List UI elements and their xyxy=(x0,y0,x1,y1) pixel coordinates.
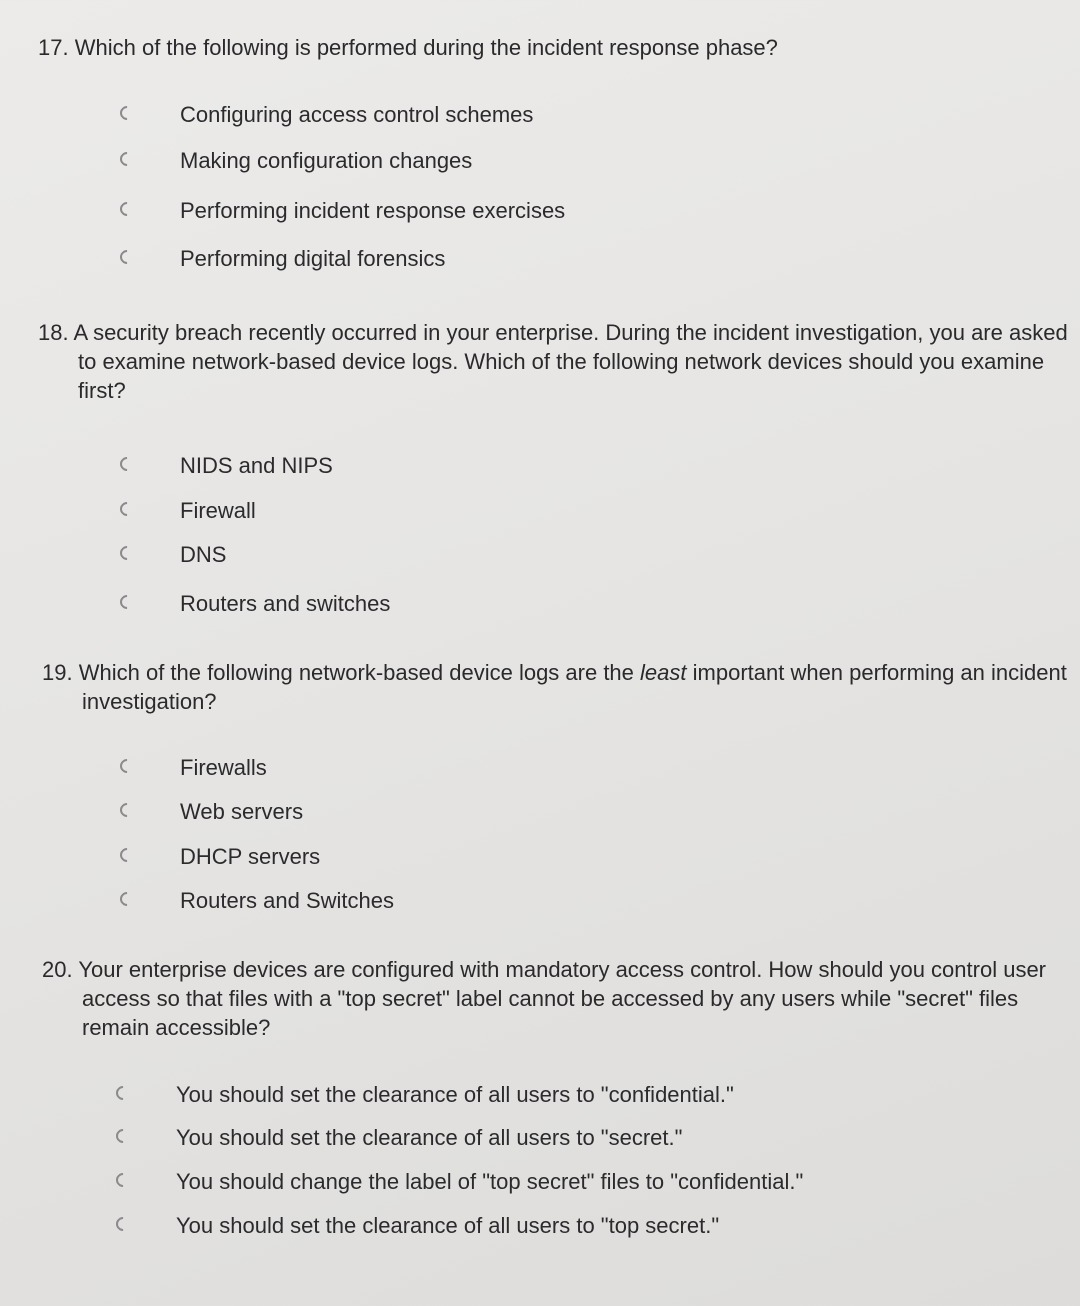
radio-button-icon[interactable] xyxy=(117,800,137,820)
radio-button-icon[interactable] xyxy=(117,247,137,267)
answer-option-label: Performing incident response exercises xyxy=(180,198,566,223)
question-number: 18. xyxy=(38,320,69,345)
question-prompt: A security breach recently occurred in your enterprise. During the incident investigation, you are asked to examine network-based device logs. Which of the following network devices should you examine first? xyxy=(73,320,1068,403)
radio-button-icon[interactable] xyxy=(113,1083,133,1103)
answer-option-label: Making configuration changes xyxy=(180,148,473,173)
answer-option-label: You should set the clearance of all users to "confidential." xyxy=(176,1082,734,1107)
radio-button-icon[interactable] xyxy=(117,756,137,776)
answer-option-label: DHCP servers xyxy=(180,844,321,869)
question-prompt: Your enterprise devices are configured with mandatory access control. How should you control user access so that files with a "top secret" label cannot be accessed by any users while "secret" files remain accessible? xyxy=(78,957,1047,1040)
radio-button-icon[interactable] xyxy=(117,845,137,865)
question-prompt-end: important when performing an incident investigation? xyxy=(82,660,1067,714)
answer-option-label: DNS xyxy=(180,542,227,567)
question-number: 20. xyxy=(42,957,73,982)
answer-option-label: Web servers xyxy=(180,799,304,824)
question-text xyxy=(42,955,1052,1042)
answer-option-label: NIDS and NIPS xyxy=(180,453,333,478)
answer-option-label: Performing digital forensics xyxy=(180,246,446,271)
radio-button-icon[interactable] xyxy=(117,889,137,909)
answer-option-label: Routers and switches xyxy=(180,591,391,616)
question-text xyxy=(42,658,1080,716)
question-prompt-start: Which of the following network-based device logs are the xyxy=(78,660,641,685)
radio-button-icon[interactable] xyxy=(113,1126,133,1146)
radio-button-icon[interactable] xyxy=(117,199,137,219)
answer-option-label: Firewalls xyxy=(180,755,267,780)
question-text xyxy=(38,33,1038,62)
answer-option-label: Firewall xyxy=(180,498,256,523)
question-number: 17. xyxy=(38,35,69,60)
question-prompt: Which of the following is performed during the incident response phase? xyxy=(74,35,778,60)
question-prompt-emphasis: least xyxy=(640,660,687,685)
answer-option-label: Routers and Switches xyxy=(180,888,394,913)
radio-button-icon[interactable] xyxy=(113,1214,133,1234)
question-number: 19. xyxy=(42,660,73,685)
radio-button-icon[interactable] xyxy=(117,454,137,474)
answer-option-label: You should change the label of "top secret" files to "confidential." xyxy=(176,1169,804,1194)
radio-button-icon[interactable] xyxy=(117,499,137,519)
answer-option-label: You should set the clearance of all users to "top secret." xyxy=(176,1213,720,1238)
radio-button-icon[interactable] xyxy=(117,543,137,563)
answer-option-label: You should set the clearance of all users to "secret." xyxy=(176,1125,683,1150)
radio-button-icon[interactable] xyxy=(113,1170,133,1190)
question-text xyxy=(38,318,1068,405)
answer-option-label: Configuring access control schemes xyxy=(180,102,534,127)
radio-button-icon[interactable] xyxy=(117,103,137,123)
radio-button-icon[interactable] xyxy=(117,592,137,612)
radio-button-icon[interactable] xyxy=(117,149,137,169)
